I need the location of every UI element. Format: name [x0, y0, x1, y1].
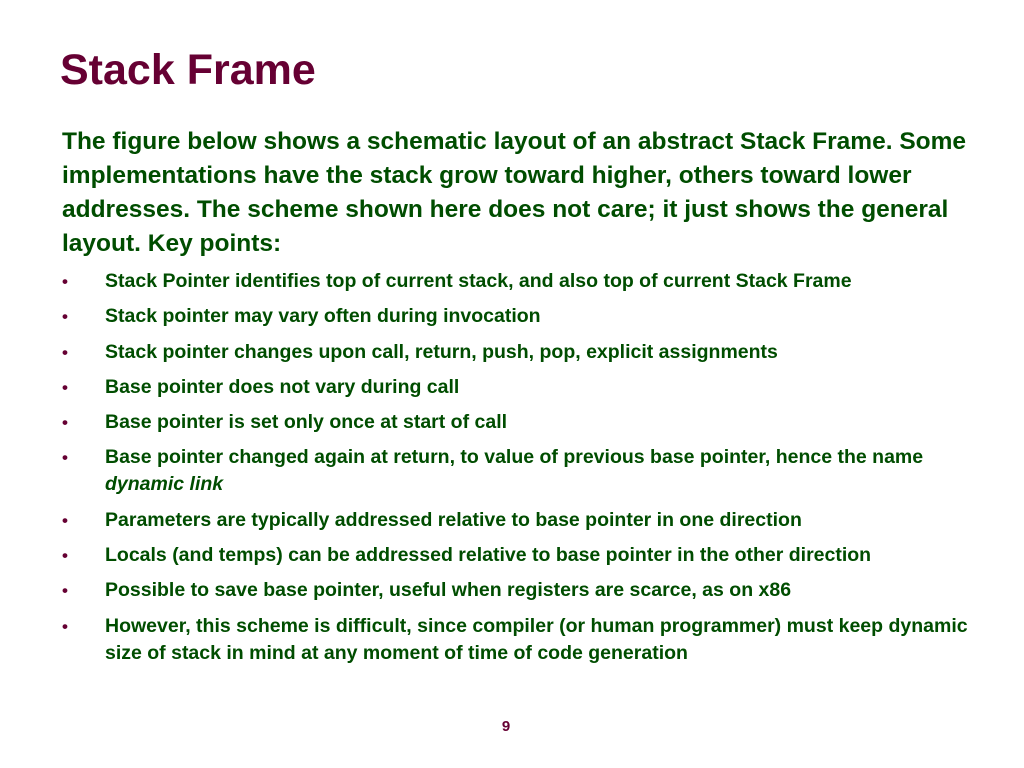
bullet-item: [62, 507, 992, 534]
bullet-marker: •: [62, 413, 68, 433]
bullet-text: Stack pointer changes upon call, return, push, pop, explicit assignments: [105, 340, 778, 363]
bullet-marker: •: [62, 342, 68, 362]
bullet-marker: •: [62, 377, 68, 397]
bullet-text: Base pointer does not vary during call: [105, 375, 460, 398]
bullet-marker: •: [62, 546, 68, 566]
bullet-item: [62, 303, 992, 330]
bullet-item: [62, 339, 992, 366]
bullet-list: [62, 268, 992, 675]
bullet-marker: •: [62, 581, 68, 601]
intro-paragraph: The figure below shows a schematic layout of an abstract Stack Frame. Some implementations have the stack grow toward higher, others toward lower addresses. The scheme shown here does not care; it just shows the general layout. Key points:: [62, 128, 967, 257]
bullet-item: [62, 444, 992, 498]
bullet-marker: •: [62, 272, 68, 291]
bullet-item: [62, 374, 992, 401]
bullet-item: [62, 409, 992, 436]
bullet-text: Stack pointer may vary often during invocation: [105, 305, 541, 328]
bullet-item: [62, 542, 992, 569]
bullet-text: Locals (and temps) can be addressed relative to base pointer in the other direction: [105, 544, 872, 567]
bullet-emphasis: dynamic link: [105, 473, 224, 496]
bullet-item: [62, 613, 992, 667]
bullet-marker: •: [62, 307, 68, 327]
bullet-item: [62, 268, 992, 295]
bullet-text: Possible to save base pointer, useful when registers are scarce, as on x86: [105, 579, 792, 602]
page-number: 9: [501, 718, 511, 735]
bullet-item: [62, 577, 992, 604]
bullet-marker: •: [62, 616, 68, 636]
bullet-text: Base pointer changed again at return, to value of previous base pointer, hence the name: [105, 446, 924, 469]
bullet-marker: •: [62, 510, 68, 530]
bullet-text: Base pointer is set only once at start of call: [105, 411, 508, 434]
slide-title: Stack Frame: [60, 46, 316, 94]
bullet-text: However, this scheme is difficult, since compiler (or human programmer) must keep dynamic size of stack in mind at any moment of time of code generation: [105, 614, 968, 664]
bullet-text: Parameters are typically addressed relative to base pointer in one direction: [105, 508, 802, 531]
bullet-text: Stack Pointer identifies top of current stack, and also top of current Stack Frame: [105, 270, 852, 292]
bullet-marker: •: [62, 448, 68, 468]
